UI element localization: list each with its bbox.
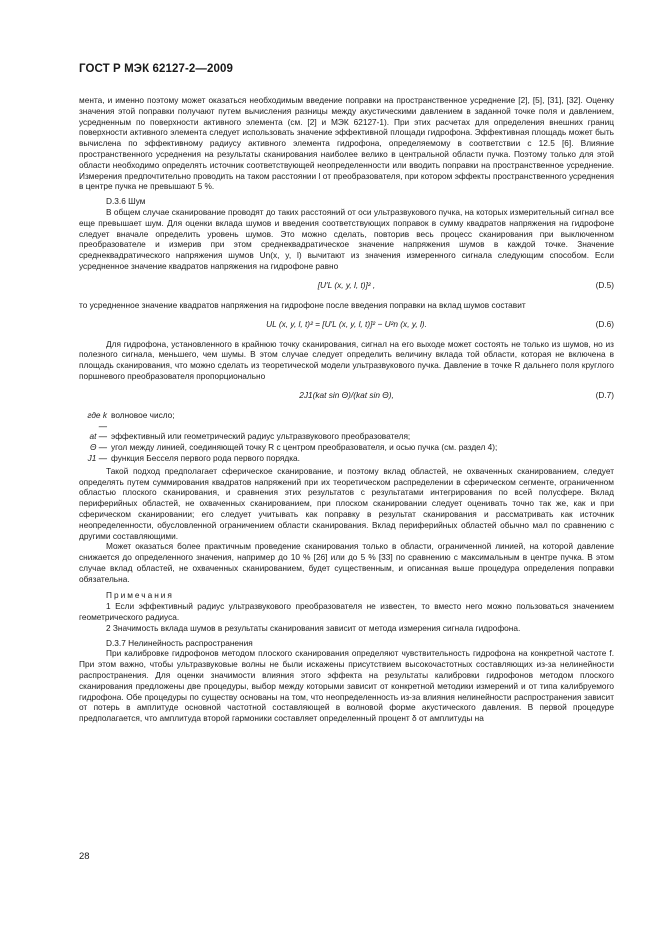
section-heading-d36: D.3.6 Шум (106, 196, 146, 207)
paragraph: При калибровке гидрофонов методом плоского сканирования определяют чувствительность гидрофона на конкретной частоте f. При этом важно, чтобы ультразвуковые волны не были искажены присутствием высокочастотных составляющих из-за нелинейности распространения. Для оценки значимости влияния этого эффекта на результаты калибровки гидрофонов методом плоского сканирования предложены две процедуры, выбор между которыми зависит от конкретной методики измерений и от типа калибруемого гидрофона. Обе процедуры по существу основаны на том, что неопределенность из-за влияния нелинейности распространения зависит от потерь в амплитуде основной частотной составляющей в волновой форме акустического давления. В первой процедуре предполагается, что амплитуда второй гармоники составляет определенный процент δ от амплитуды на (79, 648, 614, 724)
definition-symbol: J1 — (87, 452, 107, 463)
definition-text: функция Бесселя первого рода первого порядка. (111, 452, 300, 463)
page-header: ГОСТ Р МЭК 62127-2—2009 (79, 63, 233, 75)
paragraph: В общем случае сканирование проводят до таких расстояний от оси ультразвукового пучка, на которых измерительный сигнал все еще превышает шум. Для оценки вклада шумов и введения соответствующих поправок в сумму квадратов напряжения на гидрофоне следует вначале определить уровень шумов. Это можно сделать, повторив весь процесс сканирования при выключенном преобразователе и измерив при этом среднеквадратическое значение напряжения шумов в каждой точке. Значение среднеквадратического напряжения шумов Un(x, y, l) вычитают из значения измеренного сигнала следующим способом. Если усредненное значение квадратов напряжения на гидрофоне равно (79, 206, 614, 271)
definition-item (79, 410, 614, 432)
equation-d5 (79, 276, 614, 296)
section-heading-d37: D.3.7 Нелинейность распространения (106, 637, 253, 648)
notes-heading: Примечания (106, 590, 174, 601)
definition-text: эффективный или геометрический радиус ультразвукового преобразователя; (111, 431, 411, 442)
page-number: 28 (79, 851, 90, 862)
document-body (79, 95, 614, 724)
note-2: 2 Значимость вклада шумов в результаты сканирования зависит от метода измерения сигнала гидрофона. (106, 622, 521, 633)
paragraph: Для гидрофона, установленного в крайнюю точку сканирования, сигнал на его выходе может состоять не только из шумов, но из полезного сигнала, меньшего, чем шумы. В этом случае следует определить величину вклада той области, которая не включена в площадь сканирования, что можно сделать из теоретической модели ультразвукового пучка. Давление в точке R дальнего поля круглого поршневого преобразователя пропорционально (79, 338, 614, 381)
equation-number: (D.5) (595, 279, 614, 290)
equation-number: (D.6) (595, 318, 614, 329)
definition-symbol: at — (89, 431, 107, 442)
equation-text: UL (x, y, l, t)² = [U′L (x, y, l, t)]² − U²n (x, y, l). (266, 318, 427, 329)
equation-d7 (79, 386, 614, 406)
definitions-list (79, 410, 614, 464)
equation-text: 2J1(kat sin Θ)/(kat sin Θ), (299, 389, 394, 400)
note-1: 1 Если эффективный радиус ультразвукового преобразователя не известен, то вместо него можно пользоваться значением геометрического радиуса. (79, 601, 614, 623)
definition-symbol: Θ — (89, 442, 107, 453)
equation-number: (D.7) (595, 389, 614, 400)
paragraph: Может оказаться более практичным проведение сканирования только в области, ограниченной линией, на которой давление снижается до определенного значения, например до 10 % [26] или до 5 % [33] по сравнению с максимальным в центре пучка. В этом случае вклад областей, не охваченных сканированием, будет существенным, и описанная выше процедура определения поправки обязательна. (79, 541, 614, 584)
paragraph: мента, и именно поэтому может оказаться необходимым введение поправки на пространственное усреднение [2], [5], [31], [32]. Оценку значения этой поправки получают путем вычисления разницы между акустическими давлением в заданной точке поля и давлением, усредненным по поверхности активного элемента (см. [2] и МЭК 62127-1). При этих расчетах для определения внешних границ поверхности активного элемента следует использовать значение эффективной площади гидрофона. Эффективная площадь может быть вычислена по эффективному радиусу активного элемента гидрофона, определяемому в соответствии с 12.5 [6]. Влияние пространственного усреднения на результаты сканирования наиболее велико в центральной области пучка. Поэтому только для этой области необходимо определять источник соответствующей неопределенности или вводить поправки на пространственное усреднение. Измерения предпочтительно проводить на таком расстоянии l от преобразователя, при котором эффекты пространственного усреднения в центре пучка не превышают 5 %. (79, 95, 614, 192)
paragraph: то усредненное значение квадратов напряжения на гидрофоне после введения поправки на вклад шумов составит (79, 299, 526, 310)
definition-item (79, 442, 614, 453)
equation-d6 (79, 315, 614, 335)
paragraph: Такой подход предполагает сферическое сканирование, и поэтому вклад областей, не охваченных сканированием, следует определять путем суммирования квадратов напряжений при их теоретическом распределении в сферическом сегменте, ограниченном областью плоского сканирования, и сравнения этих результатов с результатами интегрирования по всей полусфере. Вклад периферийных областей, не охваченных сканированием, при плоском сканировании следует оценивать точно так же, как и при сферическом сканировании; его следует учитывать как поправку в результат сканирования и рассматривать как источник неопределенности, обусловленной ограничением области сканирования. Вклад периферийных областей обычно мал по сравнению с другими составляющими. (79, 465, 614, 541)
definition-text: угол между линией, соединяющей точку R с центром преобразователя, и осью пучка (см. раздел 4); (111, 442, 498, 453)
equation-text: [U′L (x, y, l, t)]² , (317, 279, 376, 290)
definition-symbol: где k — (87, 409, 107, 431)
definition-item (79, 453, 614, 464)
definition-text: волновое число; (111, 409, 175, 420)
definition-item (79, 431, 614, 442)
